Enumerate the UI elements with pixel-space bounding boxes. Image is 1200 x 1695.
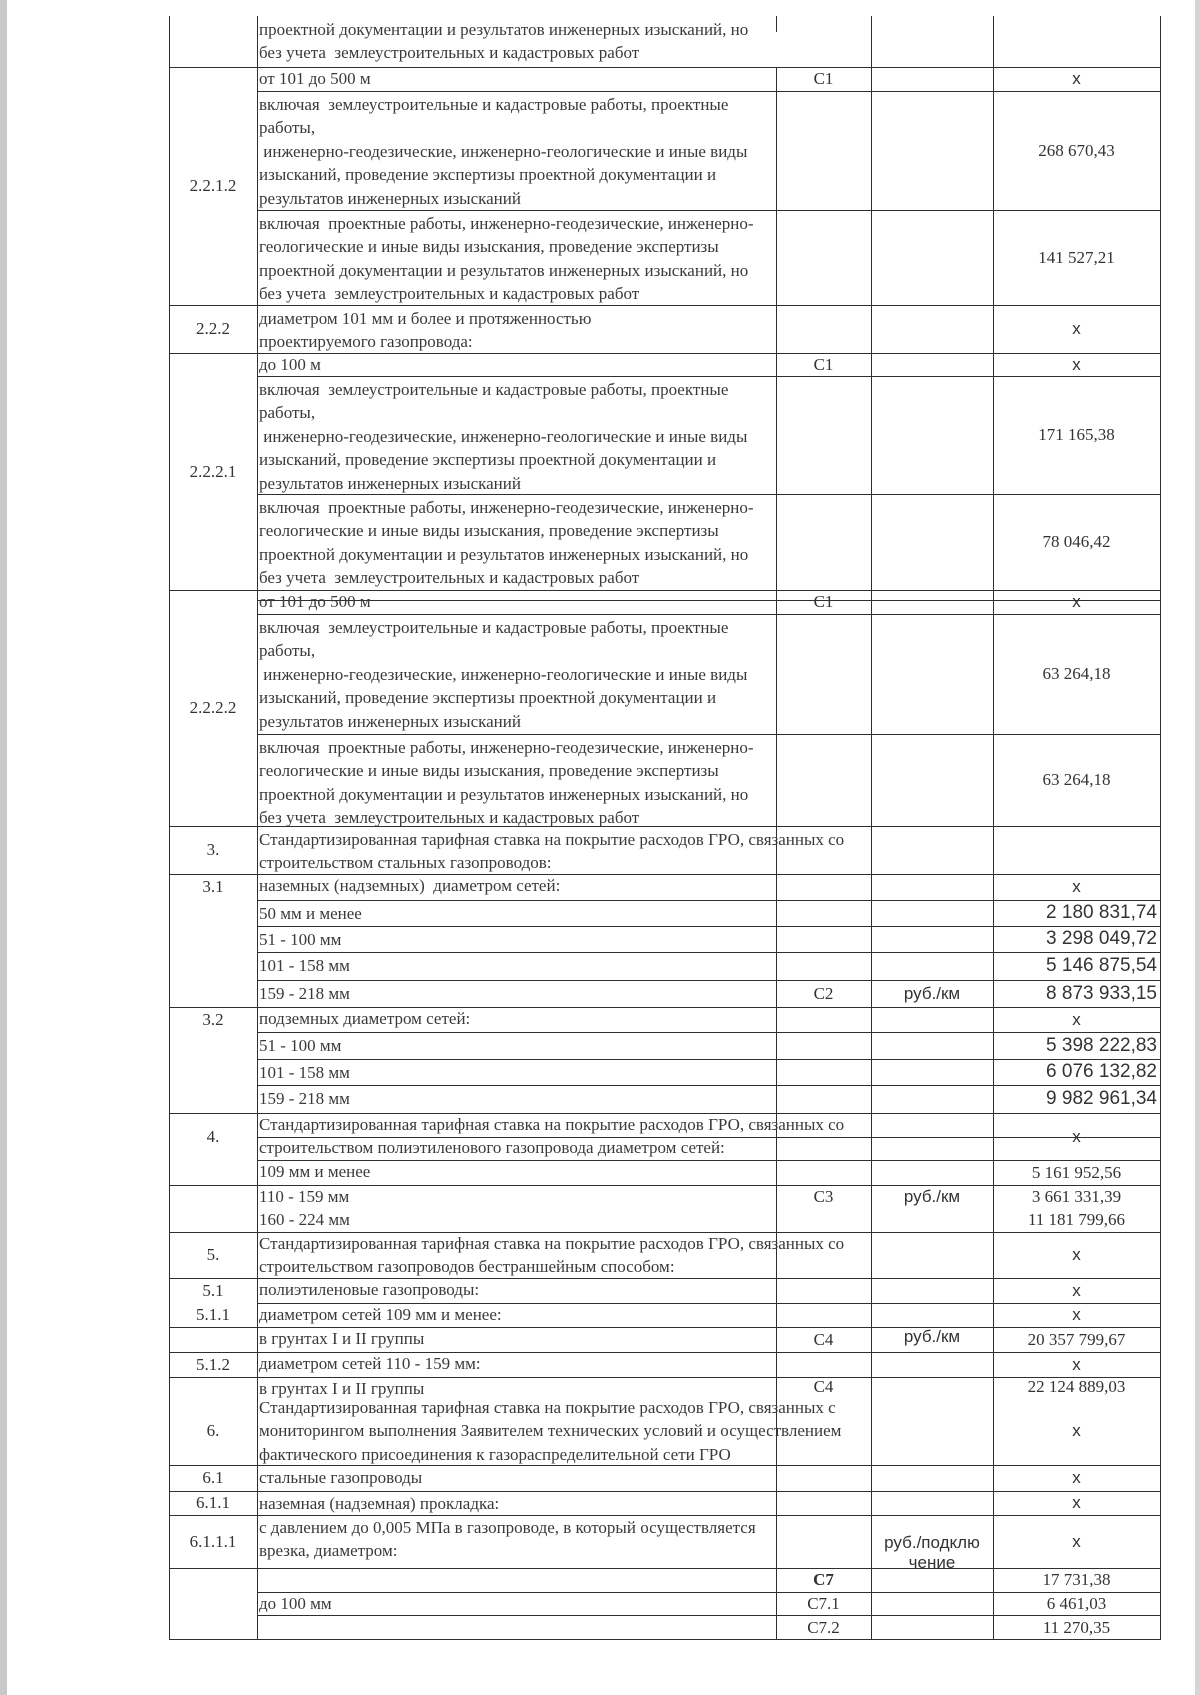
row-value: 268 670,43 xyxy=(1038,140,1115,160)
row-number: 5.1 xyxy=(202,1280,224,1300)
row-number: 2.2.2.2 xyxy=(189,698,237,717)
row-number: 6.1 xyxy=(202,1468,224,1487)
row-value: x xyxy=(1072,592,1081,611)
row-value: 9 982 961,34 xyxy=(1046,1088,1157,1109)
tariff-code: С4 xyxy=(813,1376,834,1396)
row-value: x xyxy=(1072,1280,1081,1300)
section-number: 5. xyxy=(206,1245,220,1264)
row-description: до 100 мм xyxy=(259,1594,332,1614)
row-description: в грунтах I и II группы xyxy=(259,1329,425,1348)
row-value: x xyxy=(1072,319,1081,338)
row-number: 6.1.1.1 xyxy=(189,1531,237,1551)
row-description: от 101 до 500 м xyxy=(259,69,371,88)
row-value: 6 461,03 xyxy=(1046,1593,1107,1613)
row-description: 160 - 224 мм xyxy=(259,1210,350,1229)
row-number: 3.1 xyxy=(202,877,224,896)
row-description: 50 мм и менее xyxy=(259,904,362,923)
row-description: включая землеустроительные и кадастровые работы, проектные работы, инженерно-геодезические, инженерно-геологические и иные виды изысканий, проведение экспертизы проектной документации и результатов инженерных изысканий xyxy=(259,618,748,731)
row-description: 101 - 158 мм xyxy=(259,1063,350,1082)
row-description: включая проектные работы, инженерно-геодезические, инженерно- геологические и иные виды изыскания, проведение экспертизы проектной документации и результатов инженерных изысканий, но без учета землеустроительных и кадастровых работ xyxy=(259,214,754,304)
row-value: x xyxy=(1072,1420,1081,1440)
row-description: диаметром сетей 110 - 159 мм: xyxy=(259,1354,481,1373)
row-value: 22 124 889,03 xyxy=(1027,1376,1126,1396)
row-value: x xyxy=(1072,1468,1081,1487)
tariff-code: С4 xyxy=(813,1329,834,1349)
row-number: 6.1.1 xyxy=(196,1493,230,1512)
row-value: 11 181 799,66 xyxy=(1027,1210,1126,1229)
row-value: x xyxy=(1072,1354,1081,1374)
row-number: 5.1.2 xyxy=(196,1354,230,1374)
row-value: 5 146 875,54 xyxy=(1046,955,1157,976)
row-description: включая землеустроительные и кадастровые работы, проектные работы, инженерно-геодезические, инженерно-геологические и иные виды изысканий, проведение экспертизы проектной документации и результатов инженерных изысканий xyxy=(259,95,748,208)
row-value: 20 357 799,67 xyxy=(1027,1329,1126,1349)
row-description: 109 мм и менее xyxy=(259,1162,371,1181)
row-value: x xyxy=(1072,354,1081,374)
row-description: 51 - 100 мм xyxy=(259,930,342,949)
table-border-right xyxy=(1160,16,1161,1640)
tariff-code: С1 xyxy=(813,354,834,374)
row-value: 63 264,18 xyxy=(1042,664,1111,683)
tariff-code: С7.1 xyxy=(807,1593,840,1613)
row-description: от 101 до 500 м xyxy=(259,592,371,611)
row-value: 8 873 933,15 xyxy=(1046,982,1157,1004)
row-description: Стандартизированная тарифная ставка на покрытие расходов ГРО, связанных со строительством газопроводов бестраншейным способом: xyxy=(259,1234,845,1277)
row-number: 2.2.2.1 xyxy=(189,461,237,481)
row-description: 159 - 218 мм xyxy=(259,984,350,1003)
row-value: 171 165,38 xyxy=(1038,425,1115,444)
row-description: полиэтиленовые газопроводы: xyxy=(259,1280,480,1299)
row-description: подземных диаметром сетей: xyxy=(259,1009,471,1028)
row-number: 5.1.1 xyxy=(196,1305,230,1324)
row-description: наземная (надземная) прокладка: xyxy=(259,1494,500,1513)
table-rule-col xyxy=(776,16,777,32)
row-value: 5 398 222,83 xyxy=(1046,1034,1157,1056)
row-value: 78 046,42 xyxy=(1042,532,1111,551)
row-value: x xyxy=(1072,877,1081,896)
row-value: 63 264,18 xyxy=(1042,770,1111,789)
row-description: включая проектные работы, инженерно-геодезические, инженерно- геологические и иные виды изыскания, проведение экспертизы проектной документации и результатов инженерных изысканий, но без учета землеустроительных и кадастровых работ xyxy=(259,498,754,588)
table-rule xyxy=(169,1327,257,1328)
tariff-code: С2 xyxy=(813,984,834,1003)
row-value: 17 731,38 xyxy=(1042,1570,1111,1589)
unit-label: руб./подклю чение xyxy=(884,1532,980,1572)
row-value: x xyxy=(1072,1245,1081,1264)
unit-label: руб./км xyxy=(903,1186,961,1206)
tariff-code: С7.2 xyxy=(807,1617,840,1637)
row-value: 3 298 049,72 xyxy=(1046,928,1157,949)
row-value: x xyxy=(1072,1009,1081,1029)
row-number: 2.2.2 xyxy=(196,319,230,338)
row-description: с давлением до 0,005 МПа в газопроводе, в который осуществляется врезка, диаметром: xyxy=(259,1518,756,1561)
row-value: x xyxy=(1072,1126,1081,1146)
row-description: стальные газопроводы xyxy=(259,1468,423,1487)
unit-label: руб./км xyxy=(903,984,961,1003)
section-number: 6. xyxy=(206,1420,220,1440)
row-description: включая проектные работы, инженерно-геодезические, инженерно- геологические и иные виды изыскания, проведение экспертизы проектной документации и результатов инженерных изысканий, но без учета землеустроительных и кадастровых работ xyxy=(259,738,754,828)
tariff-code: С1 xyxy=(813,69,834,88)
row-description: включая землеустроительные и кадастровые работы, проектные работы, инженерно-геодезические, инженерно-геологические и иные виды изысканий, проведение экспертизы проектной документации и результатов инженерных изысканий xyxy=(259,380,748,493)
tariff-code: С1 xyxy=(813,592,834,611)
section-number: 4. xyxy=(206,1126,220,1146)
row-description: до 100 м xyxy=(259,355,321,374)
table-rule-col xyxy=(257,16,258,1640)
tariff-code: С3 xyxy=(813,1186,834,1206)
row-description: 110 - 159 мм xyxy=(259,1187,350,1206)
row-value: 141 527,21 xyxy=(1038,247,1115,267)
row-value: x xyxy=(1072,1531,1081,1551)
row-value: 3 661 331,39 xyxy=(1031,1186,1122,1206)
row-number: 2.2.1.2 xyxy=(189,176,237,195)
row-value: 2 180 831,74 xyxy=(1046,902,1157,923)
row-description: 101 - 158 мм xyxy=(259,956,350,975)
row-value: x xyxy=(1072,69,1081,88)
table-rule xyxy=(169,1568,257,1569)
row-description: наземных (надземных) диаметром сетей: xyxy=(259,876,561,895)
row-value: 11 270,35 xyxy=(1042,1617,1111,1637)
row-description: диаметром 101 мм и более и протяженностью проектируемого газопровода: xyxy=(259,309,592,352)
row-description: Стандартизированная тарифная ставка на покрытие расходов ГРО, связанных со строительством стальных газопроводов: xyxy=(259,830,845,873)
row-description: проектной документации и результатов инженерных изысканий, но без учета землеустроительных и кадастровых работ xyxy=(259,20,749,63)
row-description: 159 - 218 мм xyxy=(259,1089,350,1108)
row-description: диаметром сетей 109 мм и менее: xyxy=(259,1305,502,1324)
table-rule xyxy=(169,1185,257,1186)
row-description: в грунтах I и II группы xyxy=(259,1379,425,1398)
table-rule xyxy=(169,1377,257,1378)
row-value: x xyxy=(1072,1305,1081,1324)
section-number: 3. xyxy=(206,840,220,859)
row-value: 5 161 952,56 xyxy=(1031,1162,1122,1182)
row-value: 6 076 132,82 xyxy=(1046,1061,1157,1082)
row-value: x xyxy=(1072,1493,1081,1512)
row-description: 51 - 100 мм xyxy=(259,1036,342,1055)
row-description: Стандартизированная тарифная ставка на покрытие расходов ГРО, связанных со строительством полиэтиленового газопровода диаметром сетей: xyxy=(259,1115,845,1158)
unit-label: руб./км xyxy=(903,1327,961,1346)
row-description: Стандартизированная тарифная ставка на покрытие расходов ГРО, связанных с мониторингом выполнения Заявителем технических условий и осуществлением фактического присоединения к газораспределительной сети ГРО xyxy=(259,1398,842,1464)
row-number: 3.2 xyxy=(202,1009,224,1029)
tariff-code: С7 xyxy=(813,1570,834,1589)
